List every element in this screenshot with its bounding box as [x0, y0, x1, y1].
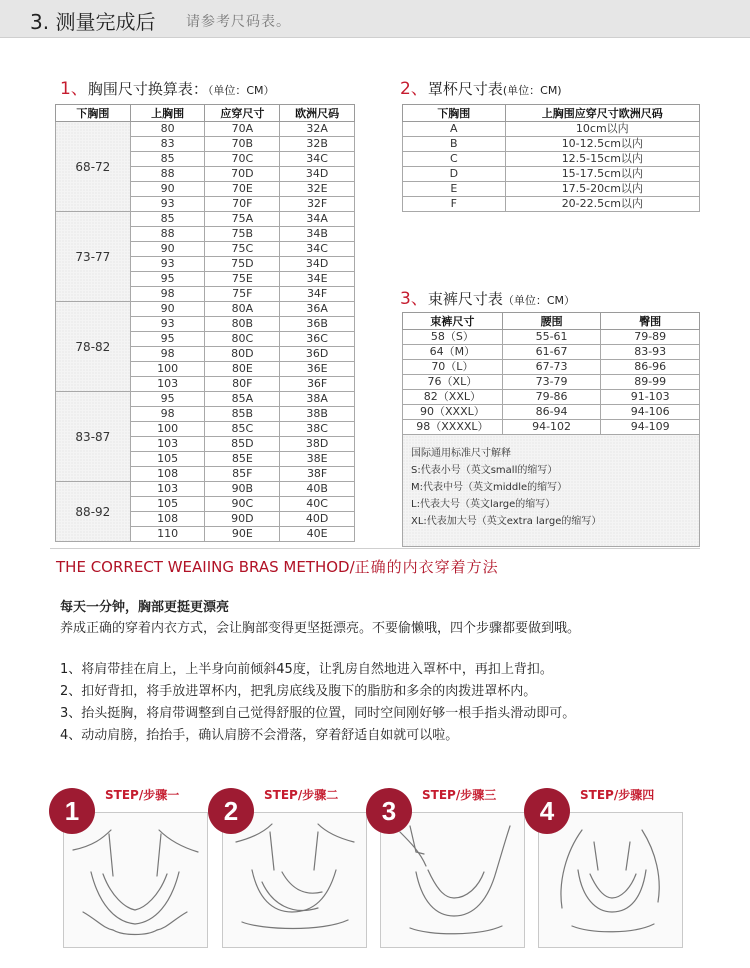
table-cell: 85C [205, 422, 280, 437]
table-cell: 110 [130, 527, 205, 542]
table-cell: 85A [205, 392, 280, 407]
table-row [403, 137, 700, 152]
table-cell: 70C [205, 152, 280, 167]
note-line: 国际通用标准尺寸解释 [411, 448, 511, 459]
table-cell: 76（XL） [403, 375, 503, 390]
table-cell: 38C [280, 422, 355, 437]
brief-table-heading: 3、束裤尺寸表（单位：CM） [400, 289, 576, 309]
table-cell: 36A [280, 302, 355, 317]
table-cell: 95 [130, 332, 205, 347]
table-cell: 80C [205, 332, 280, 347]
table-cell: 34E [280, 272, 355, 287]
table-cell: 75D [205, 257, 280, 272]
table-cell: D [403, 167, 506, 182]
table-cell: 79-86 [502, 390, 601, 405]
section-subtitle: 请参考尺码表。 [186, 14, 291, 30]
table-cell: 90D [205, 512, 280, 527]
step-number-badge: 3 [366, 788, 412, 834]
col-header: 欧洲尺码 [280, 105, 355, 122]
table-cell: 85E [205, 452, 280, 467]
table-cell: 75A [205, 212, 280, 227]
col-header: 上胸围应穿尺寸欧洲尺码 [505, 105, 699, 122]
group-label-cell: 73-77 [56, 212, 131, 302]
table-cell: 34D [280, 257, 355, 272]
step-label: STEP/步骤一 [105, 788, 180, 802]
table-cell: 40C [280, 497, 355, 512]
table-cell: 38B [280, 407, 355, 422]
table-cell: 103 [130, 437, 205, 452]
note-line: M:代表中号（英文middle的缩写） [411, 482, 568, 493]
table-cell: 105 [130, 497, 205, 512]
table-cell: 64（M） [403, 345, 503, 360]
step-instruction: 2、扣好背扣，将手放进罩杯内，把乳房底线及腹下的脂肪和多余的肉拨进罩杯内。 [60, 684, 537, 699]
table-cell: 70B [205, 137, 280, 152]
table-cell: 90C [205, 497, 280, 512]
table-cell: 34C [280, 152, 355, 167]
divider [50, 548, 700, 549]
table-row [56, 392, 355, 407]
table-cell: 88 [130, 167, 205, 182]
table-cell: C [403, 152, 506, 167]
section-header [0, 0, 750, 38]
group-label-cell: 83-87 [56, 392, 131, 482]
table-cell: 38A [280, 392, 355, 407]
table-cell: E [403, 182, 506, 197]
table-cell: 75E [205, 272, 280, 287]
table-row [403, 122, 700, 137]
table-cell: 103 [130, 482, 205, 497]
table-cell: 80E [205, 362, 280, 377]
table-cell: 10cm以内 [505, 122, 699, 137]
table-cell: 108 [130, 512, 205, 527]
col-header: 束裤尺寸 [403, 313, 503, 330]
table-row [403, 167, 700, 182]
step-instruction: 4、动动肩膀，抬抬手，确认肩膀不会滑落，穿着舒适自如就可以啦。 [60, 728, 459, 743]
step-card-4 [538, 786, 683, 948]
table-row [56, 302, 355, 317]
table-row [403, 405, 700, 420]
cup-size-table [402, 104, 700, 212]
step-label: STEP/步骤二 [264, 788, 339, 802]
table-cell: B [403, 137, 506, 152]
table-cell: 79-89 [601, 330, 700, 345]
table-cell: 70F [205, 197, 280, 212]
table-cell: 80B [205, 317, 280, 332]
table-cell: 100 [130, 422, 205, 437]
table-cell: 36B [280, 317, 355, 332]
table-cell: 38F [280, 467, 355, 482]
hand-in-cup-illustration [222, 812, 367, 948]
bra-back-clasp-illustration [63, 812, 208, 948]
table-cell: 90 [130, 302, 205, 317]
table-cell: 38D [280, 437, 355, 452]
table-cell: 12.5-15cm以内 [505, 152, 699, 167]
table-cell: 89-99 [601, 375, 700, 390]
note-line: S:代表小号（英文small的缩写） [411, 465, 558, 476]
table-cell: 67-73 [502, 360, 601, 375]
table-cell: 91-103 [601, 390, 700, 405]
table-cell: 85 [130, 152, 205, 167]
table-cell: 80F [205, 377, 280, 392]
table-row [56, 482, 355, 497]
col-header: 应穿尺寸 [205, 105, 280, 122]
table-cell: 86-94 [502, 405, 601, 420]
table-cell: F [403, 197, 506, 212]
step-card-1 [63, 786, 208, 948]
table-cell: 70（L） [403, 360, 503, 375]
table-cell: 90B [205, 482, 280, 497]
table-cell: 82（XXL） [403, 390, 503, 405]
intro-title: 每天一分钟，胸部更挺更漂亮 [60, 600, 230, 615]
table-row [403, 360, 700, 375]
table-cell: 100 [130, 362, 205, 377]
adjust-strap-illustration [380, 812, 525, 948]
table-cell: 36E [280, 362, 355, 377]
table-cell: 75F [205, 287, 280, 302]
table-cell: 90（XXXL） [403, 405, 503, 420]
table-cell: 70D [205, 167, 280, 182]
step-number-badge: 4 [524, 788, 570, 834]
table-cell: 93 [130, 257, 205, 272]
table-cell: 94-102 [502, 420, 601, 435]
table-row [403, 152, 700, 167]
group-label-cell: 68-72 [56, 122, 131, 212]
table-cell: 88 [130, 227, 205, 242]
table-cell: 36F [280, 377, 355, 392]
table-row [403, 420, 700, 435]
table-cell: 98 [130, 407, 205, 422]
table-cell: 90 [130, 182, 205, 197]
step-card-3 [380, 786, 525, 948]
table-cell: 85D [205, 437, 280, 452]
step-card-2 [222, 786, 367, 948]
table-row [403, 390, 700, 405]
table-cell: 20-22.5cm以内 [505, 197, 699, 212]
table-cell: 95 [130, 272, 205, 287]
table-row [403, 330, 700, 345]
table-cell: 70E [205, 182, 280, 197]
table-cell: 34D [280, 167, 355, 182]
table-row [403, 375, 700, 390]
table-cell: 38E [280, 452, 355, 467]
intro-text: 养成正确的穿着内衣方式，会让胸部变得更坚挺漂亮。不要偷懒哦，四个步骤都要做到哦。 [60, 621, 581, 636]
table-cell: 83 [130, 137, 205, 152]
table-cell: 93 [130, 197, 205, 212]
step-number-badge: 2 [208, 788, 254, 834]
table-cell: A [403, 122, 506, 137]
col-header: 腰围 [502, 313, 601, 330]
table-cell: 32B [280, 137, 355, 152]
table-cell: 36D [280, 347, 355, 362]
method-heading: THE CORRECT WEAIING BRAS METHOD/正确的内衣穿着方法 [56, 558, 499, 576]
table-cell: 98（XXXXL） [403, 420, 503, 435]
table-cell: 83-93 [601, 345, 700, 360]
table-cell: 73-79 [502, 375, 601, 390]
table-cell: 105 [130, 452, 205, 467]
table-row [403, 197, 700, 212]
table-cell: 80 [130, 122, 205, 137]
table-cell: 80D [205, 347, 280, 362]
table-row [56, 122, 355, 137]
step-instruction: 3、抬头挺胸，将肩带调整到自己觉得舒服的位置，同时空间刚好够一根手指头滑动即可。 [60, 706, 576, 721]
table-cell: 85B [205, 407, 280, 422]
table-cell: 34B [280, 227, 355, 242]
table-cell: 90E [205, 527, 280, 542]
table-cell: 94-106 [601, 405, 700, 420]
table-cell: 32A [280, 122, 355, 137]
table-cell: 98 [130, 347, 205, 362]
table-row [403, 345, 700, 360]
table-cell: 17.5-20cm以内 [505, 182, 699, 197]
section-title: 3. 测量完成后 [30, 10, 156, 34]
step-number-badge: 1 [49, 788, 95, 834]
cup-table-heading: 2、罩杯尺寸表(单位：CM) [400, 79, 562, 99]
table-cell: 95 [130, 392, 205, 407]
table-cell: 15-17.5cm以内 [505, 167, 699, 182]
table-cell: 36C [280, 332, 355, 347]
table-cell: 34A [280, 212, 355, 227]
table-cell: 80A [205, 302, 280, 317]
size-notes [403, 435, 700, 547]
col-header: 下胸围 [56, 105, 131, 122]
raise-arms-illustration [538, 812, 683, 948]
table-cell: 40B [280, 482, 355, 497]
table-cell: 10-12.5cm以内 [505, 137, 699, 152]
table-cell: 85 [130, 212, 205, 227]
group-label-cell: 78-82 [56, 302, 131, 392]
table-cell: 86-96 [601, 360, 700, 375]
table-cell: 75C [205, 242, 280, 257]
table-cell: 40D [280, 512, 355, 527]
bra-size-table [55, 104, 355, 542]
table-cell: 58（S） [403, 330, 503, 345]
table-cell: 34F [280, 287, 355, 302]
col-header: 上胸围 [130, 105, 205, 122]
table-cell: 55-61 [502, 330, 601, 345]
table-cell: 93 [130, 317, 205, 332]
note-line: XL:代表加大号（英文extra large的缩写） [411, 516, 602, 527]
table-cell: 108 [130, 467, 205, 482]
col-header: 臀围 [601, 313, 700, 330]
table-row [56, 212, 355, 227]
table-cell: 40E [280, 527, 355, 542]
bra-table-heading: 1、胸围尺寸换算表：（单位：CM） [60, 79, 275, 99]
table-cell: 32E [280, 182, 355, 197]
table-cell: 85F [205, 467, 280, 482]
note-line: L:代表大号（英文large的缩写） [411, 499, 556, 510]
step-label: STEP/步骤三 [422, 788, 497, 802]
table-cell: 70A [205, 122, 280, 137]
table-cell: 32F [280, 197, 355, 212]
table-cell: 34C [280, 242, 355, 257]
table-cell: 90 [130, 242, 205, 257]
brief-size-table [402, 312, 700, 547]
table-row [403, 182, 700, 197]
group-label-cell: 88-92 [56, 482, 131, 542]
table-cell: 94-109 [601, 420, 700, 435]
table-cell: 75B [205, 227, 280, 242]
table-cell: 103 [130, 377, 205, 392]
step-label: STEP/步骤四 [580, 788, 655, 802]
table-cell: 61-67 [502, 345, 601, 360]
step-instruction: 1、将肩带挂在肩上，上半身向前倾斜45度，让乳房自然地进入罩杯中，再扣上背扣。 [60, 662, 553, 677]
col-header: 下胸围 [403, 105, 506, 122]
table-cell: 98 [130, 287, 205, 302]
